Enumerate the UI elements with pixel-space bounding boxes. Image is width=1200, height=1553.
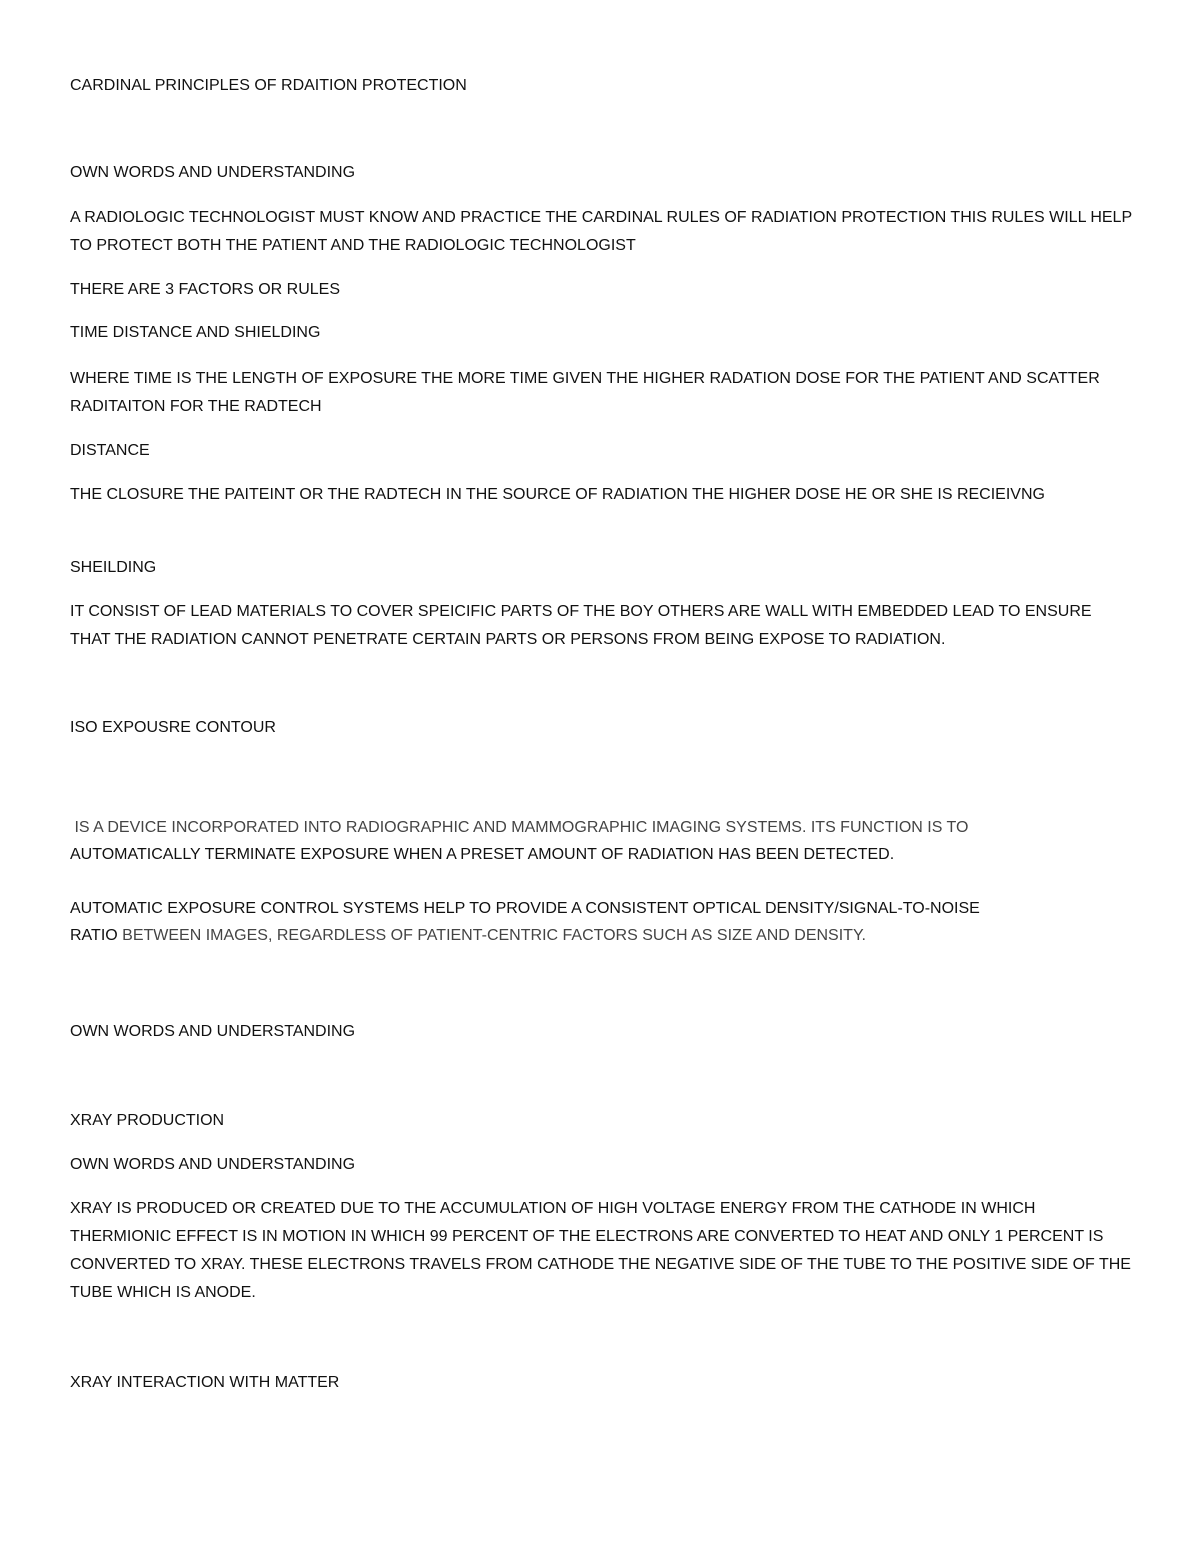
aec-device-line-2: AUTOMATICALLY TERMINATE EXPOSURE WHEN A PRESET AMOUNT OF RADIATION HAS BEEN DETECTED. <box>70 846 895 863</box>
aec-systems-line-1: AUTOMATIC EXPOSURE CONTROL SYSTEMS HELP TO PROVIDE A CONSISTENT OPTICAL DENSITY/SIGNAL-TO-NOISE <box>70 900 980 917</box>
xray-interaction-heading: XRAY INTERACTION WITH MATTER <box>70 1374 340 1391</box>
aec-device-line-1: IS A DEVICE INCORPORATED INTO RADIOGRAPHIC AND MAMMOGRAPHIC IMAGING SYSTEMS. ITS FUNCTION IS TO <box>70 819 969 836</box>
aec-systems-ratio-text: RATIO <box>70 927 123 944</box>
distance-definition: THE CLOSURE THE PAITEINT OR THE RADTECH IN THE SOURCE OF RADIATION THE HIGHER DOSE HE OR SHE IS RECIEIVNG <box>70 486 1045 503</box>
intro-paragraph: A RADIOLOGIC TECHNOLOGIST MUST KNOW AND PRACTICE THE CARDINAL RULES OF RADIATION PROTECTION THIS RULES WILL HELP TO PROTECT BOTH THE PATIENT AND THE RADIOLOGIC TECHNOLOGIST <box>70 209 1132 254</box>
aec-systems-line-2 <box>70 922 1135 950</box>
factors-list-line: TIME DISTANCE AND SHIELDING <box>70 324 321 341</box>
aec-systems-remainder-text: BETWEEN IMAGES, REGARDLESS OF PATIENT-CENTRIC FACTORS SUCH AS SIZE AND DENSITY. <box>122 927 866 944</box>
shielding-definition: IT CONSIST OF LEAD MATERIALS TO COVER SPEICIFIC PARTS OF THE BOY OTHERS ARE WALL WITH EMBEDDED LEAD TO ENSURE THAT THE RADIATION CANNOT PENETRATE CERTAIN PARTS OR PERSONS FROM BEING EXPOSE TO RADIATION. <box>70 603 1092 648</box>
subheading-own-words: OWN WORDS AND UNDERSTANDING <box>70 1156 356 1173</box>
factors-line: THERE ARE 3 FACTORS OR RULES <box>70 281 340 298</box>
distance-heading: DISTANCE <box>70 442 150 459</box>
time-definition: WHERE TIME IS THE LENGTH OF EXPOSURE THE MORE TIME GIVEN THE HIGHER RADATION DOSE FOR THE PATIENT AND SCATTER RADITAITON FOR THE RADTECH <box>70 370 1100 415</box>
xray-production-heading: XRAY PRODUCTION <box>70 1112 225 1129</box>
document-title: CARDINAL PRINCIPLES OF RDAITION PROTECTION <box>70 77 467 94</box>
subheading-own-words: OWN WORDS AND UNDERSTANDING <box>70 164 356 181</box>
shielding-heading: SHEILDING <box>70 559 157 576</box>
xray-production-paragraph: XRAY IS PRODUCED OR CREATED DUE TO THE ACCUMULATION OF HIGH VOLTAGE ENERGY FROM THE CATHODE IN WHICH THERMIONIC EFFECT IS IN MOTION IN WHICH 99 PERCENT OF THE ELECTRONS ARE CONVERTED TO HEAT AND ONLY 1 PERCENT IS CONVERTED TO XRAY. THESE ELECTRONS TRAVELS FROM CATHODE THE NEGATIVE SIDE OF THE TUBE TO THE POSITIVE SIDE OF THE TUBE WHICH IS ANODE. <box>70 1200 1131 1301</box>
iso-exposure-heading: ISO EXPOUSRE CONTOUR <box>70 719 276 736</box>
subheading-own-words: OWN WORDS AND UNDERSTANDING <box>70 1023 356 1040</box>
